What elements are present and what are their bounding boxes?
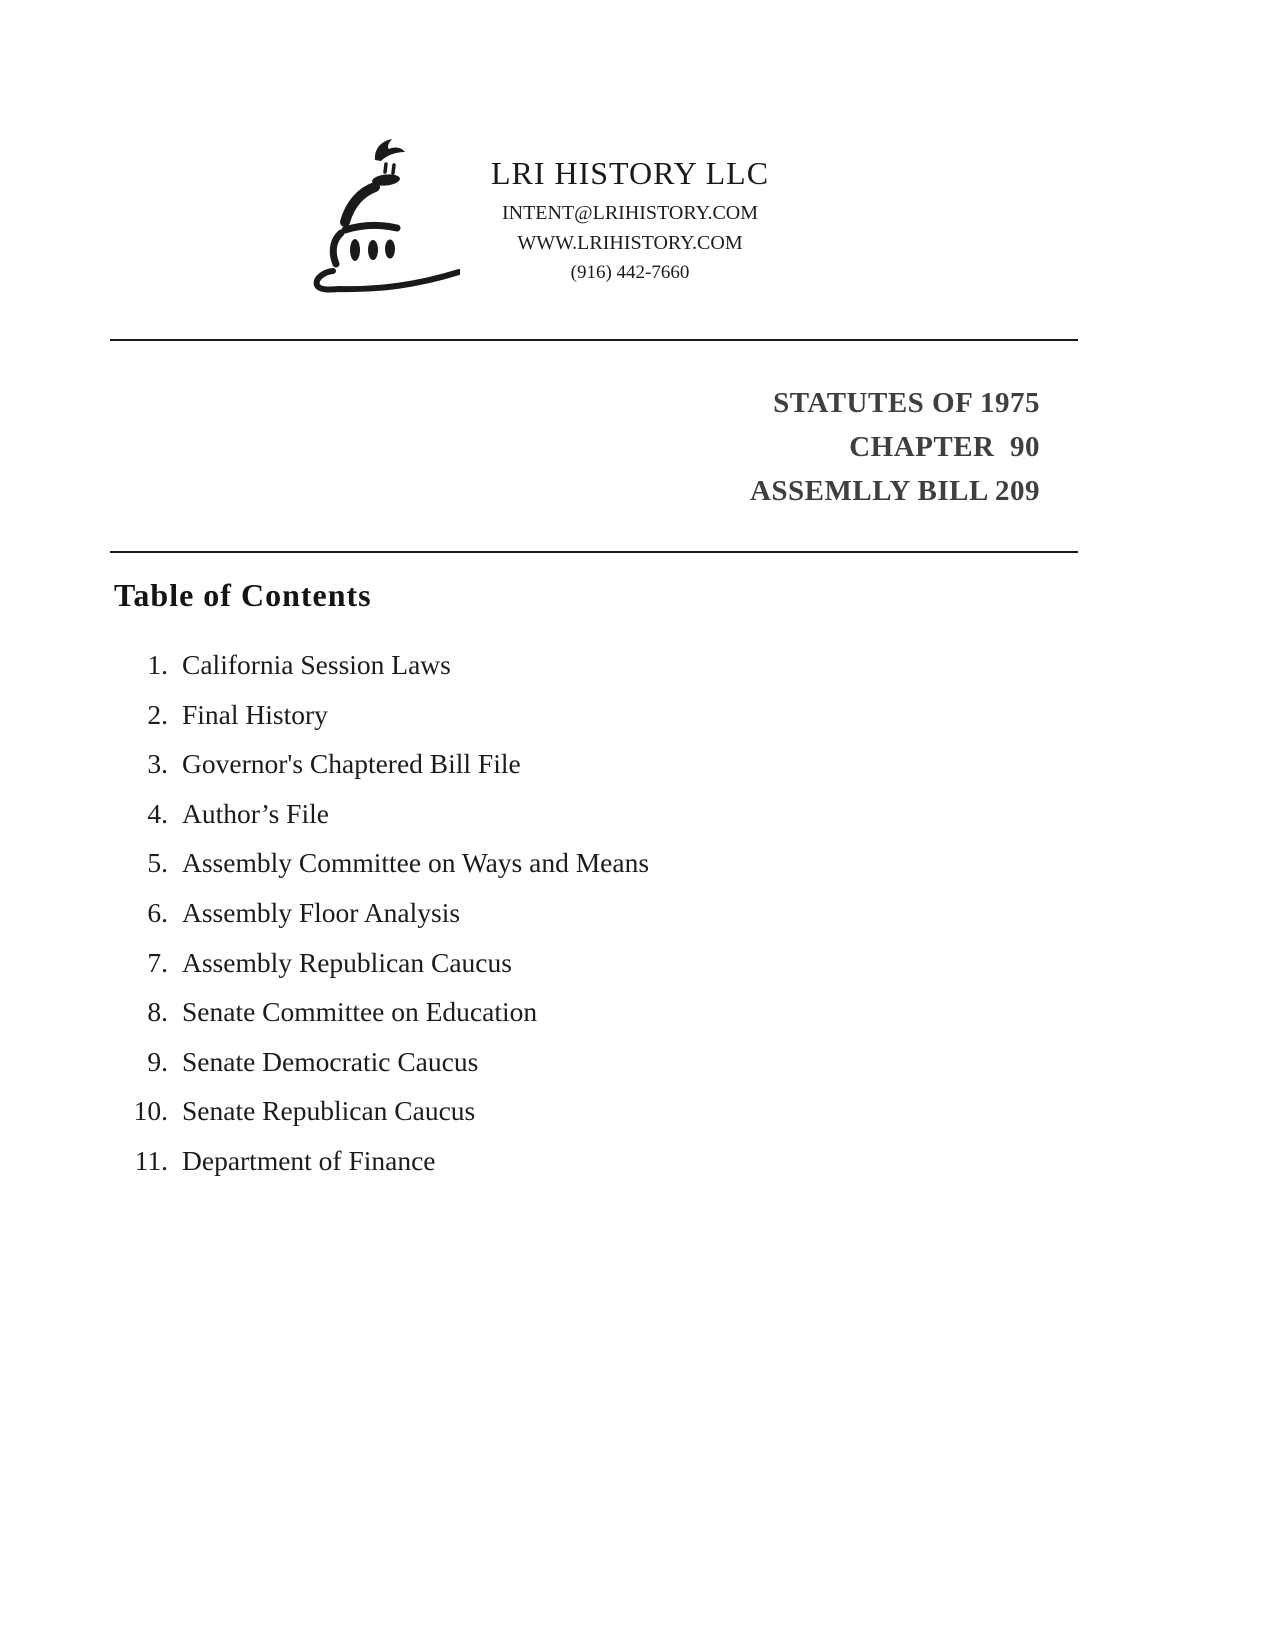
toc-item bbox=[120, 838, 649, 888]
toc-item-number: 6. bbox=[147, 896, 168, 928]
toc-item-label: California Session Laws bbox=[182, 649, 451, 680]
toc-item-label: Senate Democratic Caucus bbox=[182, 1045, 479, 1077]
toc-item-label: Governor's Chaptered Bill File bbox=[182, 748, 521, 780]
letterhead bbox=[440, 154, 820, 288]
toc-item-number: 3. bbox=[147, 748, 168, 780]
company-email: INTENT@LRIHISTORY.COM bbox=[501, 202, 759, 224]
toc-item-number: 8. bbox=[147, 996, 168, 1028]
toc-item-label: Author’s File bbox=[182, 797, 329, 829]
toc-item bbox=[120, 690, 649, 740]
toc-item-number: 5. bbox=[147, 847, 168, 879]
toc-item bbox=[120, 1136, 649, 1186]
toc-item-number: 7. bbox=[147, 946, 168, 978]
toc-item bbox=[120, 1086, 649, 1136]
toc-item-label: Department of Finance bbox=[182, 1144, 436, 1176]
toc-item-label: Senate Committee on Education bbox=[182, 996, 538, 1028]
statutes-chapter: CHAPTER 90 bbox=[849, 431, 1040, 463]
toc-item-number: 2. bbox=[147, 698, 168, 730]
toc-item bbox=[120, 888, 649, 938]
toc-item-label: Final History bbox=[182, 698, 328, 730]
toc-item-label: Assembly Republican Caucus bbox=[182, 946, 512, 978]
toc-item bbox=[120, 739, 649, 789]
divider-top bbox=[110, 339, 1078, 341]
toc-item bbox=[120, 789, 649, 839]
toc-item-label: Assembly Floor Analysis bbox=[182, 896, 461, 928]
toc-item bbox=[120, 640, 649, 690]
toc-item-number: 9. bbox=[147, 1045, 168, 1077]
toc-item bbox=[120, 1037, 649, 1087]
toc-list bbox=[120, 640, 649, 1186]
company-phone: (916) 442-7660 bbox=[570, 262, 690, 283]
divider-bottom bbox=[110, 551, 1078, 553]
company-name: LRI HISTORY LLC bbox=[490, 155, 770, 191]
company-website: WWW.LRIHISTORY.COM bbox=[517, 231, 743, 254]
statutes-bill: ASSEMLLY BILL 209 bbox=[749, 475, 1040, 507]
toc-item-label: Senate Republican Caucus bbox=[182, 1095, 476, 1127]
toc-item-number: 1. bbox=[147, 649, 168, 680]
statutes-block bbox=[750, 381, 1040, 513]
toc-item bbox=[120, 987, 649, 1037]
toc-item-number: 10. bbox=[133, 1095, 168, 1127]
toc-item-number: 11. bbox=[134, 1144, 168, 1176]
capitol-dome-sketch-icon bbox=[295, 130, 460, 305]
statutes-year: STATUTES OF 1975 bbox=[773, 387, 1040, 419]
toc-title: Table of Contents bbox=[114, 577, 372, 613]
toc-item bbox=[120, 938, 649, 988]
toc-item-label: Assembly Committee on Ways and Means bbox=[182, 847, 650, 879]
toc-item-number: 4. bbox=[147, 797, 168, 829]
